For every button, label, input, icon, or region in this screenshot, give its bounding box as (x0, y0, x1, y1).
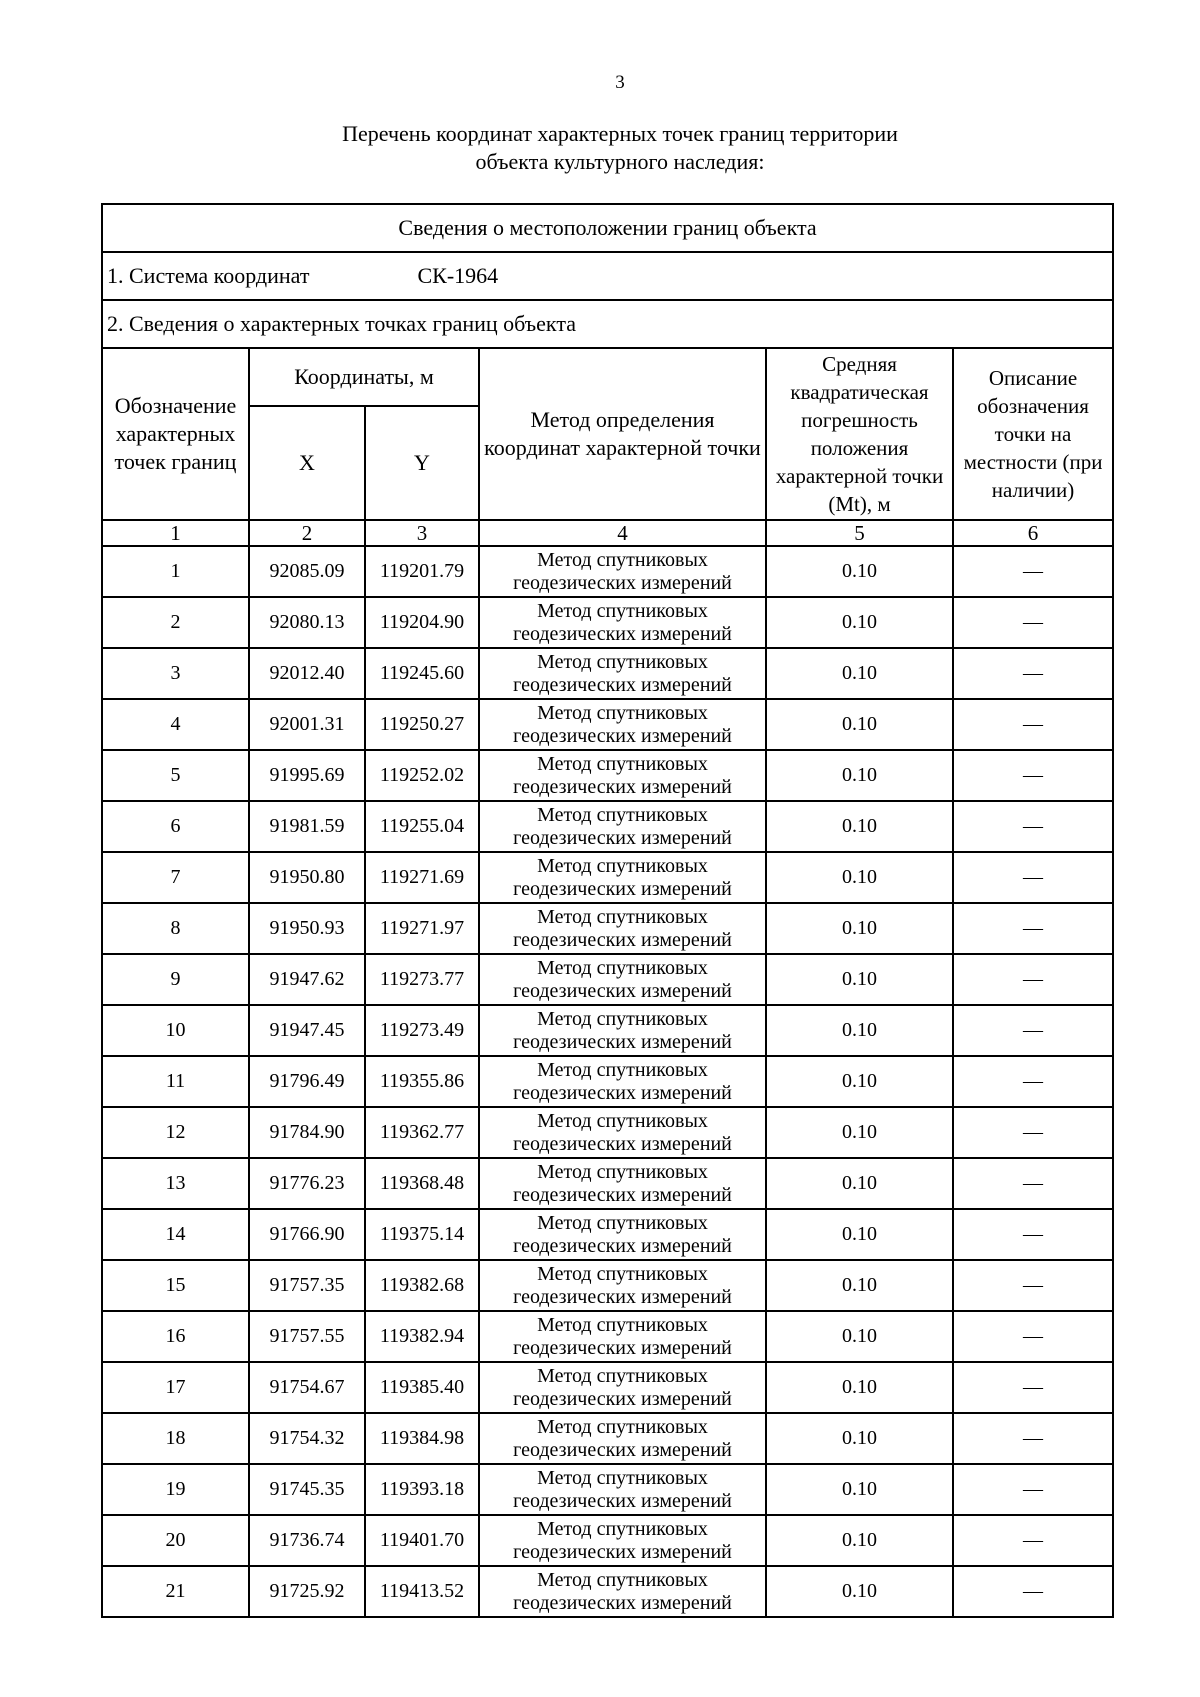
table-row (102, 1362, 1113, 1413)
title-line-2: объекта культурного наследия: (475, 149, 765, 174)
description-cell: — (953, 750, 1113, 801)
description-cell: — (953, 1413, 1113, 1464)
y-coordinate-cell: 119385.40 (365, 1362, 479, 1413)
description-cell: — (953, 648, 1113, 699)
description-cell: — (953, 1158, 1113, 1209)
x-coordinate-cell: 92012.40 (249, 648, 365, 699)
error-value-cell: 0.10 (766, 1209, 953, 1260)
description-cell: — (953, 1362, 1113, 1413)
error-value-cell: 0.10 (766, 648, 953, 699)
table-row (102, 1566, 1113, 1617)
header-coordinates: Координаты, м (249, 348, 479, 406)
error-value-cell: 0.10 (766, 1260, 953, 1311)
title-line-1: Перечень координат характерных точек границ территории (342, 121, 898, 146)
point-number-cell: 1 (102, 546, 249, 597)
x-coordinate-cell: 91796.49 (249, 1056, 365, 1107)
x-coordinate-cell: 92080.13 (249, 597, 365, 648)
method-cell: Метод спутниковых геодезических измерений (479, 1158, 766, 1209)
point-number-cell: 21 (102, 1566, 249, 1617)
table-row (102, 699, 1113, 750)
point-number-cell: 2 (102, 597, 249, 648)
description-cell: — (953, 597, 1113, 648)
description-cell: — (953, 1056, 1113, 1107)
error-value-cell: 0.10 (766, 903, 953, 954)
error-value-cell: 0.10 (766, 1362, 953, 1413)
table-row (102, 1311, 1113, 1362)
point-number-cell: 5 (102, 750, 249, 801)
table-row (102, 648, 1113, 699)
method-cell: Метод спутниковых геодезических измерений (479, 750, 766, 801)
x-coordinate-cell: 91950.80 (249, 852, 365, 903)
description-cell: — (953, 801, 1113, 852)
error-value-cell: 0.10 (766, 1413, 953, 1464)
description-cell: — (953, 699, 1113, 750)
y-coordinate-cell: 119382.94 (365, 1311, 479, 1362)
method-cell: Метод спутниковых геодезических измерений (479, 1515, 766, 1566)
x-coordinate-cell: 91766.90 (249, 1209, 365, 1260)
description-cell: — (953, 1515, 1113, 1566)
method-cell: Метод спутниковых геодезических измерений (479, 1413, 766, 1464)
x-coordinate-cell: 91757.55 (249, 1311, 365, 1362)
column-numbers-row (102, 520, 1113, 546)
description-cell: — (953, 1311, 1113, 1362)
table-row (102, 1260, 1113, 1311)
x-coordinate-cell: 91950.93 (249, 903, 365, 954)
y-coordinate-cell: 119273.77 (365, 954, 479, 1005)
point-number-cell: 9 (102, 954, 249, 1005)
x-coordinate-cell: 91784.90 (249, 1107, 365, 1158)
y-coordinate-cell: 119393.18 (365, 1464, 479, 1515)
error-value-cell: 0.10 (766, 750, 953, 801)
error-value-cell: 0.10 (766, 954, 953, 1005)
column-number: 3 (365, 520, 479, 546)
table-row (102, 1158, 1113, 1209)
method-cell: Метод спутниковых геодезических измерений (479, 1362, 766, 1413)
table-row (102, 1209, 1113, 1260)
method-cell: Метод спутниковых геодезических измерений (479, 1464, 766, 1515)
points-section-header: 2. Сведения о характерных точках границ объекта (102, 300, 1113, 348)
error-value-cell: 0.10 (766, 546, 953, 597)
coordinates-table (101, 203, 1114, 1618)
x-coordinate-cell: 92085.09 (249, 546, 365, 597)
error-value-cell: 0.10 (766, 1464, 953, 1515)
y-coordinate-cell: 119368.48 (365, 1158, 479, 1209)
y-coordinate-cell: 119245.60 (365, 648, 479, 699)
method-cell: Метод спутниковых геодезических измерений (479, 954, 766, 1005)
header-x: X (249, 406, 365, 520)
table-row (102, 1464, 1113, 1515)
coordinate-system-row (102, 252, 1113, 300)
x-coordinate-cell: 91754.32 (249, 1413, 365, 1464)
x-coordinate-cell: 91725.92 (249, 1566, 365, 1617)
page-number: 3 (615, 72, 625, 93)
y-coordinate-cell: 119413.52 (365, 1566, 479, 1617)
x-coordinate-cell: 91947.45 (249, 1005, 365, 1056)
x-coordinate-cell: 91745.35 (249, 1464, 365, 1515)
table-row (102, 801, 1113, 852)
error-value-cell: 0.10 (766, 801, 953, 852)
x-coordinate-cell: 91757.35 (249, 1260, 365, 1311)
method-cell: Метод спутниковых геодезических измерений (479, 1260, 766, 1311)
header-method: Метод определения координат характерной точки (479, 348, 766, 520)
point-number-cell: 12 (102, 1107, 249, 1158)
method-cell: Метод спутниковых геодезических измерений (479, 1566, 766, 1617)
point-number-cell: 7 (102, 852, 249, 903)
method-cell: Метод спутниковых геодезических измерений (479, 1005, 766, 1056)
coordinate-system-label: 1. Система координат (107, 263, 310, 288)
point-number-cell: 13 (102, 1158, 249, 1209)
error-value-cell: 0.10 (766, 597, 953, 648)
error-value-cell: 0.10 (766, 1005, 953, 1056)
x-coordinate-cell: 91995.69 (249, 750, 365, 801)
y-coordinate-cell: 119255.04 (365, 801, 479, 852)
method-cell: Метод спутниковых геодезических измерений (479, 1107, 766, 1158)
point-number-cell: 18 (102, 1413, 249, 1464)
method-cell: Метод спутниковых геодезических измерений (479, 801, 766, 852)
column-number: 2 (249, 520, 365, 546)
column-number: 6 (953, 520, 1113, 546)
table-row (102, 903, 1113, 954)
y-coordinate-cell: 119250.27 (365, 699, 479, 750)
method-cell: Метод спутниковых геодезических измерений (479, 648, 766, 699)
point-number-cell: 17 (102, 1362, 249, 1413)
header-error: Средняя квадратическая погрешность положения характерной точки (Mt), м (766, 348, 953, 520)
table-row (102, 1515, 1113, 1566)
y-coordinate-cell: 119355.86 (365, 1056, 479, 1107)
table-row (102, 852, 1113, 903)
table-row (102, 1005, 1113, 1056)
header-y: Y (365, 406, 479, 520)
y-coordinate-cell: 119252.02 (365, 750, 479, 801)
y-coordinate-cell: 119384.98 (365, 1413, 479, 1464)
column-number: 4 (479, 520, 766, 546)
y-coordinate-cell: 119362.77 (365, 1107, 479, 1158)
column-number: 5 (766, 520, 953, 546)
method-cell: Метод спутниковых геодезических измерений (479, 852, 766, 903)
point-number-cell: 8 (102, 903, 249, 954)
method-cell: Метод спутниковых геодезических измерений (479, 1311, 766, 1362)
description-cell: — (953, 1260, 1113, 1311)
method-cell: Метод спутниковых геодезических измерений (479, 699, 766, 750)
y-coordinate-cell: 119204.90 (365, 597, 479, 648)
description-cell: — (953, 1464, 1113, 1515)
point-number-cell: 14 (102, 1209, 249, 1260)
x-coordinate-cell: 91981.59 (249, 801, 365, 852)
point-number-cell: 10 (102, 1005, 249, 1056)
description-cell: — (953, 1107, 1113, 1158)
y-coordinate-cell: 119401.70 (365, 1515, 479, 1566)
method-cell: Метод спутниковых геодезических измерений (479, 1056, 766, 1107)
x-coordinate-cell: 91754.67 (249, 1362, 365, 1413)
error-value-cell: 0.10 (766, 1107, 953, 1158)
point-number-cell: 20 (102, 1515, 249, 1566)
header-designation: Обозначение характерных точек границ (102, 348, 249, 520)
point-number-cell: 4 (102, 699, 249, 750)
method-cell: Метод спутниковых геодезических измерений (479, 546, 766, 597)
y-coordinate-cell: 119273.49 (365, 1005, 479, 1056)
table-row (102, 1107, 1113, 1158)
document-title (250, 120, 990, 176)
description-cell: — (953, 903, 1113, 954)
point-number-cell: 3 (102, 648, 249, 699)
table-row (102, 1056, 1113, 1107)
point-number-cell: 19 (102, 1464, 249, 1515)
description-cell: — (953, 1209, 1113, 1260)
header-description: Описание обозначения точки на местности (при наличии) (953, 348, 1113, 520)
method-cell: Метод спутниковых геодезических измерений (479, 1209, 766, 1260)
table-row (102, 1413, 1113, 1464)
coordinate-system-value: СК-1964 (417, 263, 499, 288)
x-coordinate-cell: 91947.62 (249, 954, 365, 1005)
point-number-cell: 16 (102, 1311, 249, 1362)
y-coordinate-cell: 119271.97 (365, 903, 479, 954)
description-cell: — (953, 1005, 1113, 1056)
point-number-cell: 6 (102, 801, 249, 852)
table-row (102, 954, 1113, 1005)
description-cell: — (953, 954, 1113, 1005)
point-number-cell: 15 (102, 1260, 249, 1311)
error-value-cell: 0.10 (766, 1566, 953, 1617)
table-row (102, 546, 1113, 597)
y-coordinate-cell: 119382.68 (365, 1260, 479, 1311)
error-value-cell: 0.10 (766, 1056, 953, 1107)
description-cell: — (953, 852, 1113, 903)
x-coordinate-cell: 91776.23 (249, 1158, 365, 1209)
table-row (102, 750, 1113, 801)
error-value-cell: 0.10 (766, 699, 953, 750)
point-number-cell: 11 (102, 1056, 249, 1107)
y-coordinate-cell: 119375.14 (365, 1209, 479, 1260)
method-cell: Метод спутниковых геодезических измерений (479, 903, 766, 954)
error-value-cell: 0.10 (766, 1158, 953, 1209)
description-cell: — (953, 546, 1113, 597)
x-coordinate-cell: 91736.74 (249, 1515, 365, 1566)
y-coordinate-cell: 119271.69 (365, 852, 479, 903)
y-coordinate-cell: 119201.79 (365, 546, 479, 597)
error-value-cell: 0.10 (766, 1311, 953, 1362)
table-row (102, 597, 1113, 648)
column-number: 1 (102, 520, 249, 546)
x-coordinate-cell: 92001.31 (249, 699, 365, 750)
section-header: Сведения о местоположении границ объекта (102, 204, 1113, 252)
error-value-cell: 0.10 (766, 852, 953, 903)
description-cell: — (953, 1566, 1113, 1617)
error-value-cell: 0.10 (766, 1515, 953, 1566)
method-cell: Метод спутниковых геодезических измерений (479, 597, 766, 648)
